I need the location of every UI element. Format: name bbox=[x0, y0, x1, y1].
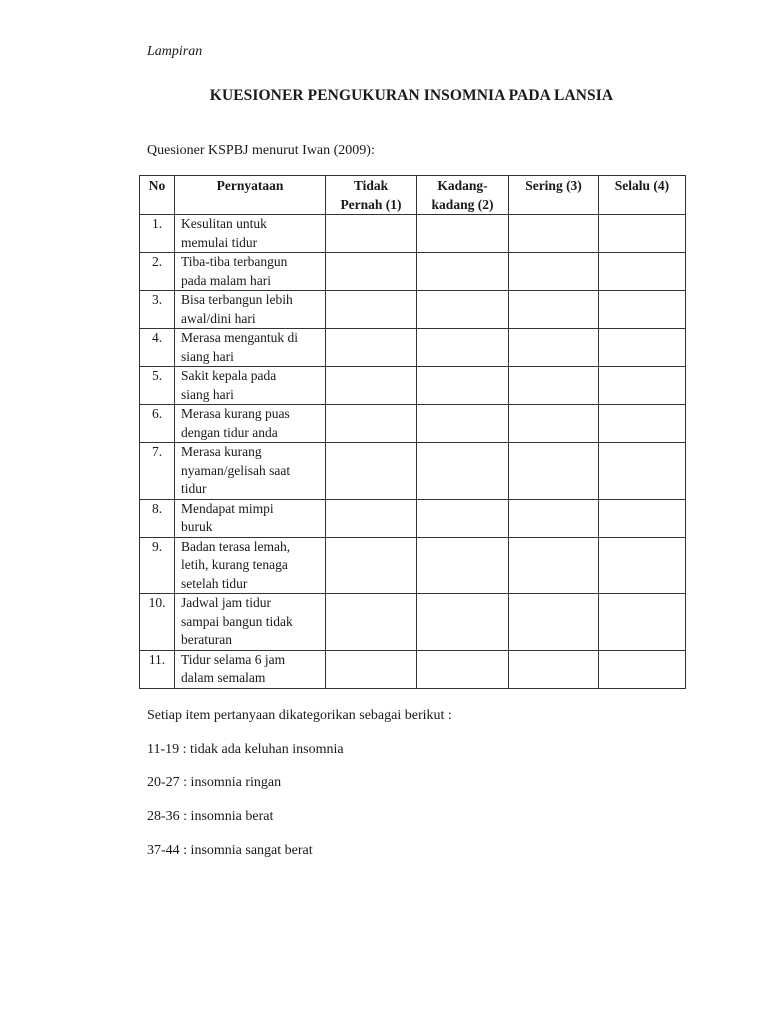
col-header-selalu: Selalu (4) bbox=[599, 176, 686, 215]
answer-cell-selalu[interactable] bbox=[599, 329, 686, 367]
row-number: 3. bbox=[140, 291, 175, 329]
statement-cell bbox=[175, 329, 326, 367]
answer-cell-selalu[interactable] bbox=[599, 499, 686, 537]
statement-line: siang hari bbox=[181, 386, 234, 402]
row-number: 1. bbox=[140, 215, 175, 253]
answer-cell-sering[interactable] bbox=[509, 367, 599, 405]
col-header-sering: Sering (3) bbox=[509, 176, 599, 215]
table-row bbox=[140, 367, 686, 405]
answer-cell-kadang[interactable] bbox=[417, 367, 509, 405]
answer-cell-selalu[interactable] bbox=[599, 291, 686, 329]
category-intro: Setiap item pertanyaan dikategorikan sebagai berikut : bbox=[147, 708, 452, 723]
answer-cell-selalu[interactable] bbox=[599, 405, 686, 443]
statement-line: setelah tidur bbox=[181, 575, 248, 591]
category-item: 20-27 : insomnia ringan bbox=[147, 775, 282, 790]
statement-cell bbox=[175, 537, 326, 594]
statement-line: Merasa kurang puas bbox=[181, 406, 290, 421]
row-number: 5. bbox=[140, 367, 175, 405]
answer-cell-tidak[interactable] bbox=[326, 499, 417, 537]
statement-cell bbox=[175, 367, 326, 405]
statement-line: beraturan bbox=[181, 632, 232, 647]
statement-cell bbox=[175, 215, 326, 253]
statement-cell bbox=[175, 405, 326, 443]
answer-cell-kadang[interactable] bbox=[417, 499, 509, 537]
table-row bbox=[140, 650, 686, 688]
answer-cell-kadang[interactable] bbox=[417, 650, 509, 688]
answer-cell-tidak[interactable] bbox=[326, 253, 417, 291]
answer-cell-tidak[interactable] bbox=[326, 215, 417, 253]
statement-line: Bisa terbangun lebih bbox=[181, 292, 293, 307]
col-header-tidak-pernah bbox=[326, 176, 417, 215]
col-header-no: No bbox=[140, 176, 175, 215]
answer-cell-selalu[interactable] bbox=[599, 443, 686, 500]
statement-line: dengan tidur anda bbox=[181, 424, 278, 440]
answer-cell-tidak[interactable] bbox=[326, 650, 417, 688]
answer-cell-sering[interactable] bbox=[509, 443, 599, 500]
statement-line: awal/dini hari bbox=[181, 310, 256, 326]
col-header-kadang-line1: Kadang- bbox=[437, 178, 488, 193]
statement-line: dalam semalam bbox=[181, 670, 266, 685]
answer-cell-selalu[interactable] bbox=[599, 215, 686, 253]
table-row bbox=[140, 594, 686, 651]
statement-line: Tidur selama 6 jam bbox=[181, 651, 286, 667]
statement-line: Kesulitan untuk bbox=[181, 216, 267, 231]
answer-cell-kadang[interactable] bbox=[417, 443, 509, 500]
statement-cell bbox=[175, 253, 326, 291]
statement-cell bbox=[175, 594, 326, 651]
page-title: KUESIONER PENGUKURAN INSOMNIA PADA LANSIA bbox=[209, 87, 614, 104]
statement-line: Jadwal jam tidur bbox=[181, 595, 271, 610]
col-header-tidak-line2: Pernah (1) bbox=[340, 196, 402, 212]
answer-cell-kadang[interactable] bbox=[417, 329, 509, 367]
answer-cell-selalu[interactable] bbox=[599, 367, 686, 405]
table-row bbox=[140, 291, 686, 329]
row-number: 9. bbox=[140, 537, 175, 594]
statement-cell bbox=[175, 291, 326, 329]
answer-cell-selalu[interactable] bbox=[599, 594, 686, 651]
statement-cell bbox=[175, 650, 326, 688]
category-item: 37-44 : insomnia sangat berat bbox=[147, 843, 313, 858]
statement-cell bbox=[175, 499, 326, 537]
category-item: 11-19 : tidak ada keluhan insomnia bbox=[147, 742, 344, 757]
answer-cell-kadang[interactable] bbox=[417, 537, 509, 594]
answer-cell-sering[interactable] bbox=[509, 537, 599, 594]
col-header-tidak-line1: Tidak bbox=[353, 178, 389, 193]
row-number: 4. bbox=[140, 329, 175, 367]
answer-cell-tidak[interactable] bbox=[326, 367, 417, 405]
answer-cell-sering[interactable] bbox=[509, 291, 599, 329]
answer-cell-tidak[interactable] bbox=[326, 537, 417, 594]
row-number: 6. bbox=[140, 405, 175, 443]
answer-cell-tidak[interactable] bbox=[326, 329, 417, 367]
statement-line: memulai tidur bbox=[181, 234, 258, 250]
statement-line: Badan terasa lemah, bbox=[181, 538, 291, 554]
answer-cell-sering[interactable] bbox=[509, 215, 599, 253]
col-header-pernyataan: Pernyataan bbox=[175, 176, 326, 215]
table-body bbox=[140, 215, 686, 689]
table-row bbox=[140, 443, 686, 500]
row-number: 8. bbox=[140, 499, 175, 537]
table-row bbox=[140, 329, 686, 367]
answer-cell-sering[interactable] bbox=[509, 329, 599, 367]
answer-cell-kadang[interactable] bbox=[417, 405, 509, 443]
table-row bbox=[140, 537, 686, 594]
statement-line: sampai bangun tidak bbox=[181, 613, 293, 629]
statement-line: Merasa mengantuk di bbox=[181, 330, 298, 345]
answer-cell-selalu[interactable] bbox=[599, 650, 686, 688]
statement-cell bbox=[175, 443, 326, 500]
answer-cell-selalu[interactable] bbox=[599, 253, 686, 291]
statement-line: Tiba-tiba terbangun bbox=[181, 254, 288, 269]
answer-cell-sering[interactable] bbox=[509, 499, 599, 537]
statement-line: nyaman/gelisah saat bbox=[181, 462, 291, 478]
questionnaire-table bbox=[139, 175, 686, 689]
table-row bbox=[140, 253, 686, 291]
statement-line: tidur bbox=[181, 481, 207, 496]
col-header-kadang-kadang bbox=[417, 176, 509, 215]
category-item: 28-36 : insomnia berat bbox=[147, 809, 274, 824]
row-number: 11. bbox=[140, 650, 175, 688]
answer-cell-selalu[interactable] bbox=[599, 537, 686, 594]
answer-cell-kadang[interactable] bbox=[417, 594, 509, 651]
statement-line: Mendapat mimpi bbox=[181, 500, 274, 516]
row-number: 2. bbox=[140, 253, 175, 291]
answer-cell-sering[interactable] bbox=[509, 594, 599, 651]
table-row bbox=[140, 215, 686, 253]
row-number: 10. bbox=[140, 594, 175, 651]
statement-line: Merasa kurang bbox=[181, 444, 262, 459]
col-header-kadang-line2: kadang (2) bbox=[431, 196, 494, 212]
answer-cell-kadang[interactable] bbox=[417, 215, 509, 253]
answer-cell-sering[interactable] bbox=[509, 650, 599, 688]
answer-cell-tidak[interactable] bbox=[326, 405, 417, 443]
questionnaire-intro: Quesioner KSPBJ menurut Iwan (2009): bbox=[147, 143, 375, 158]
lampiran-label: Lampiran bbox=[147, 44, 203, 59]
table-row bbox=[140, 405, 686, 443]
row-number: 7. bbox=[140, 443, 175, 500]
answer-cell-kadang[interactable] bbox=[417, 291, 509, 329]
statement-line: Sakit kepala pada bbox=[181, 368, 277, 383]
table-header-row bbox=[140, 176, 686, 215]
table-row bbox=[140, 499, 686, 537]
answer-cell-tidak[interactable] bbox=[326, 291, 417, 329]
answer-cell-tidak[interactable] bbox=[326, 594, 417, 651]
statement-line: letih, kurang tenaga bbox=[181, 557, 288, 572]
answer-cell-tidak[interactable] bbox=[326, 443, 417, 500]
answer-cell-sering[interactable] bbox=[509, 253, 599, 291]
answer-cell-sering[interactable] bbox=[509, 405, 599, 443]
answer-cell-kadang[interactable] bbox=[417, 253, 509, 291]
statement-line: pada malam hari bbox=[181, 272, 271, 288]
statement-line: siang hari bbox=[181, 348, 234, 364]
statement-line: buruk bbox=[181, 519, 213, 534]
